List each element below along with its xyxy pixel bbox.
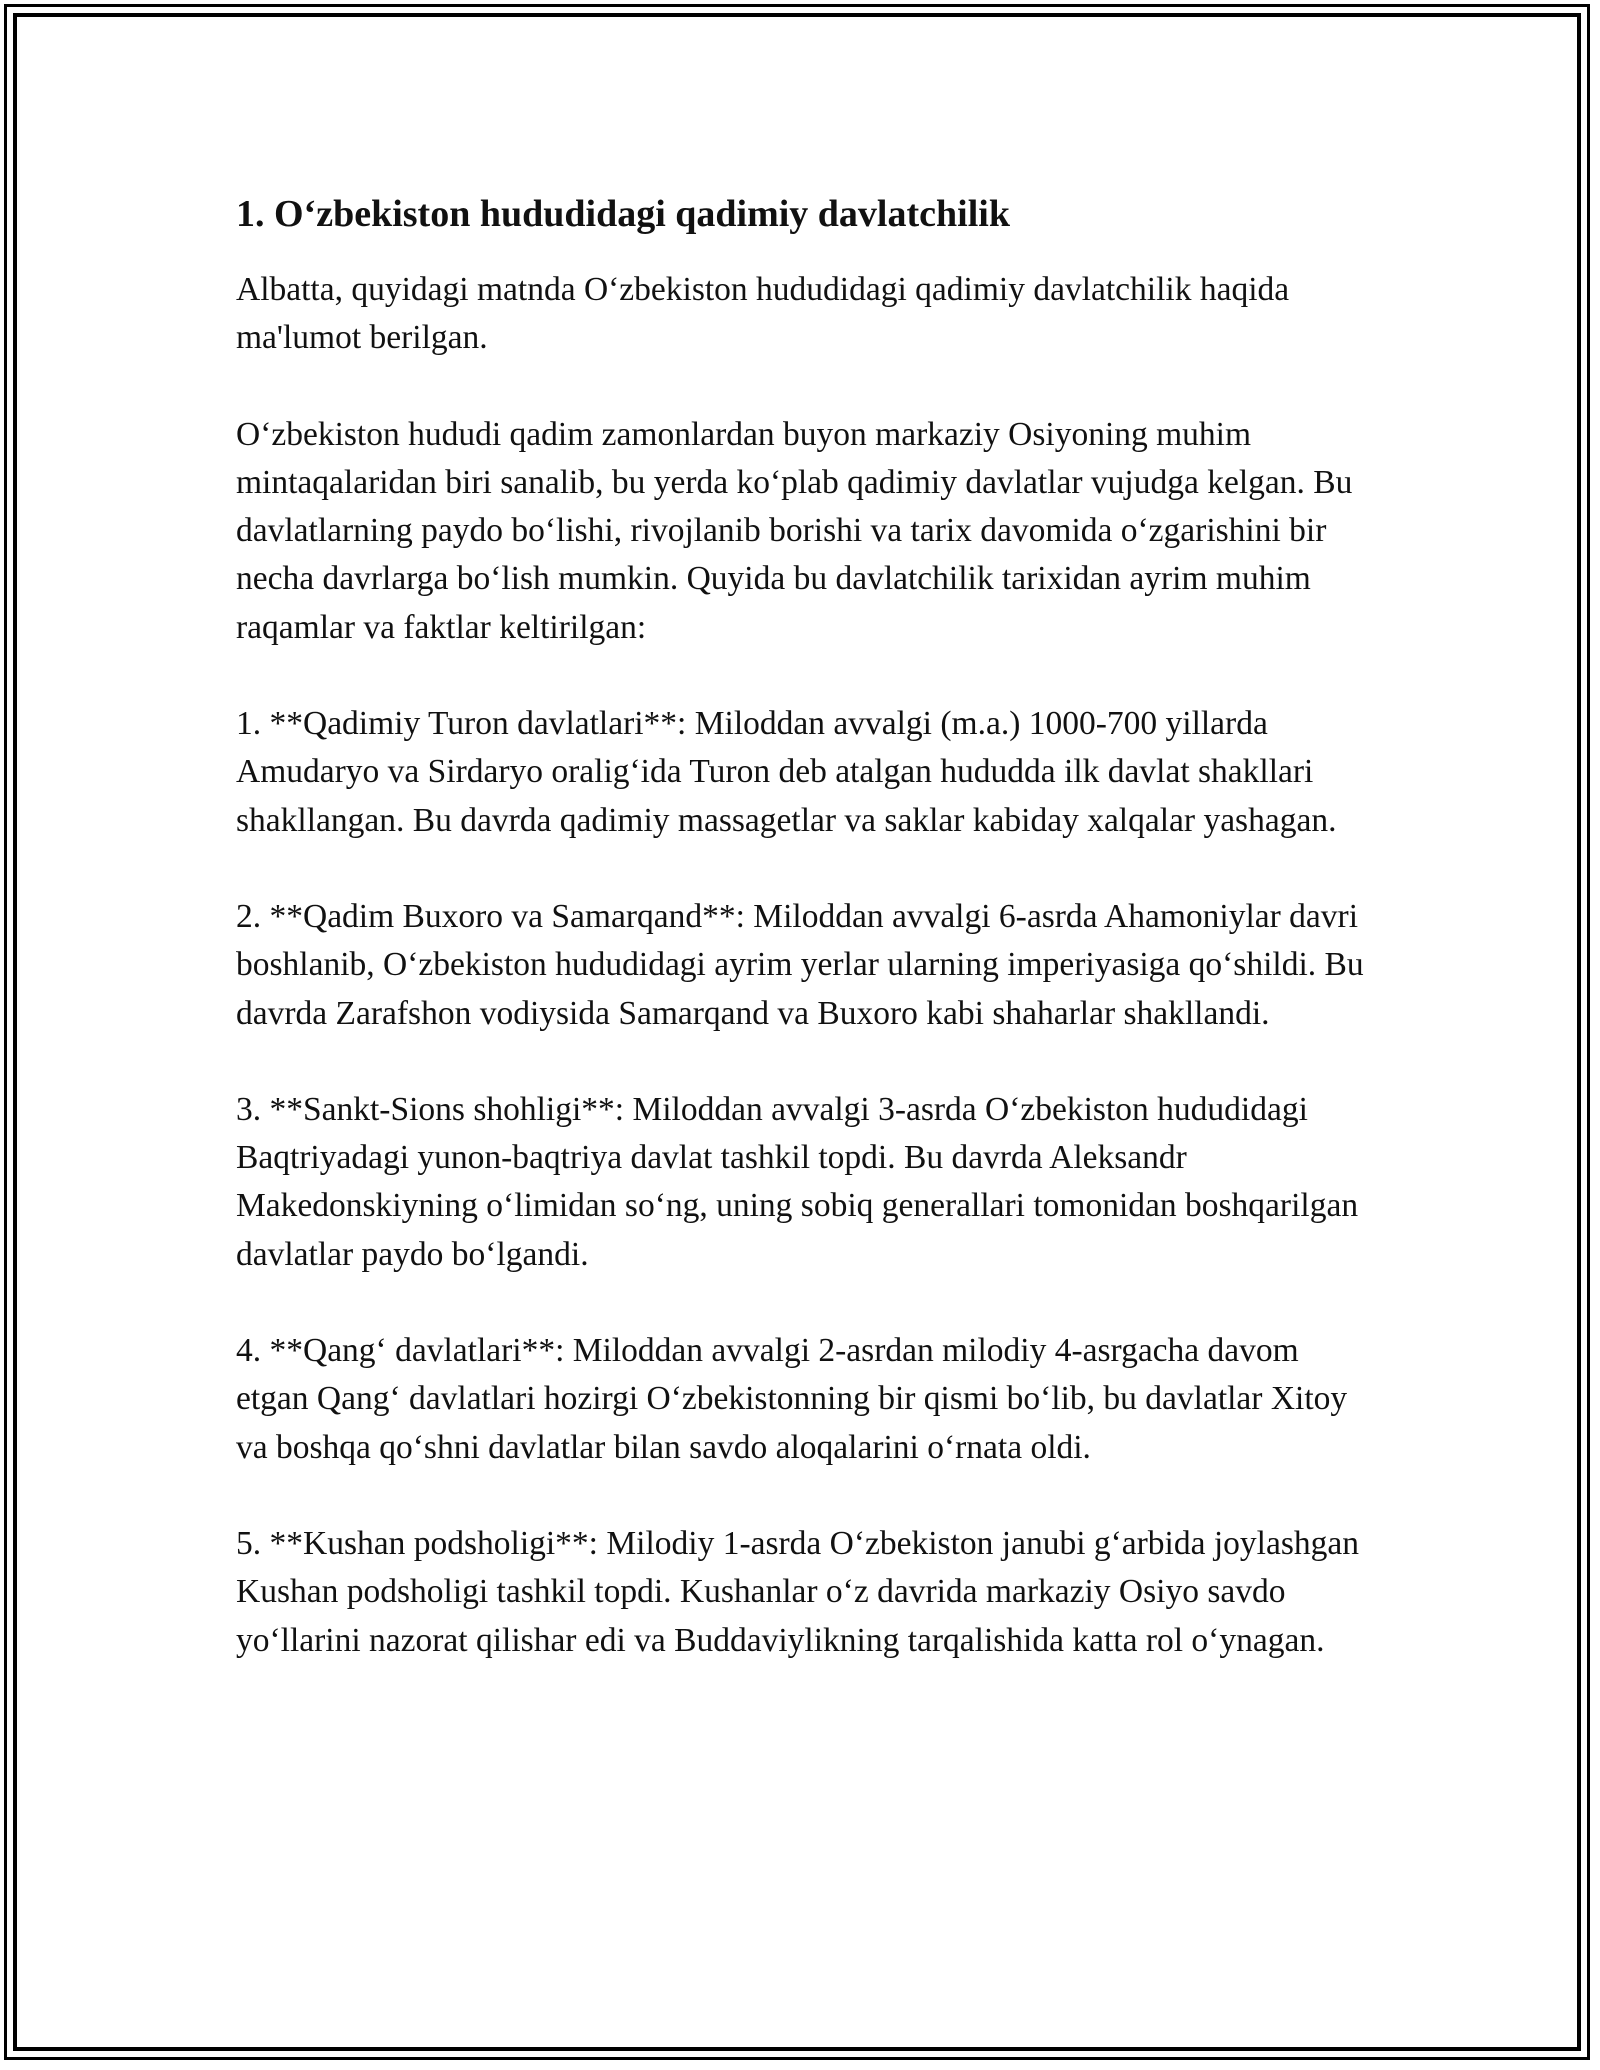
document-body — [236, 190, 1376, 1713]
overview-paragraph: O‘zbekiston hududi qadim zamonlardan buyon markaziy Osiyoning muhim mintaqalaridan biri sanalib, bu yerda ko‘plab qadimiy davlatlar vujudga kelgan. Bu davlatlarning paydo bo‘lishi, rivojlanib borishi va tarix davomida o‘zgarishini bir necha davrlarga bo‘lish mumkin. Quyida bu davlatchilik tarixidan ayrim muhim raqamlar va faktlar keltirilgan: — [236, 415, 1353, 646]
list-item-qang: 4. **Qang‘ davlatlari**: Miloddan avvalgi 2-asrdan milodiy 4-asrgacha davom etgan Qang‘ davlatlari hozirgi O‘zbekistonning bir qismi bo‘lib, bu davlatlar Xitoy va boshqa qo‘shni davlatlar bilan savdo aloqalarini o‘rnata oldi. — [236, 1332, 1348, 1466]
list-item-buxoro-samarqand: 2. **Qadim Buxoro va Samarqand**: Miloddan avvalgi 6-asrda Ahamoniylar davri boshlanib, O‘zbekiston hududidagi ayrim yerlar ularning imperiyasiga qo‘shildi. Bu davrda Zarafshon vodiysida Samarqand va Buxoro kabi shaharlar shakllandi. — [236, 897, 1364, 1032]
document-title: 1. O‘zbekiston hududidagi qadimiy davlatchilik — [236, 193, 1010, 235]
list-item-sankt-sions: 3. **Sankt-Sions shohligi**: Miloddan avvalgi 3-asrda O‘zbekiston hududidagi Baqtriyadagi yunon-baqtriya davlat tashkil topdi. Bu davrda Aleksandr Makedonskiyning o‘limidan so‘ng, uning sobiq generallari tomonidan boshqarilgan davlatlar paydo bo‘lgandi. — [236, 1090, 1359, 1273]
list-item-kushan: 5. **Kushan podsholigi**: Milodiy 1-asrda O‘zbekiston janubi g‘arbida joylashgan Kushan podsholigi tashkil topdi. Kushanlar o‘z davrida markaziy Osiyo savdo yo‘llarini nazorat qilishar edi va Buddaviylikning tarqalishida katta rol o‘ynagan. — [236, 1524, 1360, 1659]
intro-paragraph: Albatta, quyidagi matnda O‘zbekiston hududidagi qadimiy davlatchilik haqida ma'lumot berilgan. — [236, 271, 1290, 357]
list-item-turon: 1. **Qadimiy Turon davlatlari**: Miloddan avvalgi (m.a.) 1000-700 yillarda Amudaryo va Sirdaryo oralig‘ida Turon deb atalgan hududda ilk davlat shakllari shakllangan. Bu davrda qadimiy massagetlar va saklar kabiday xalqalar yashagan. — [236, 705, 1337, 839]
